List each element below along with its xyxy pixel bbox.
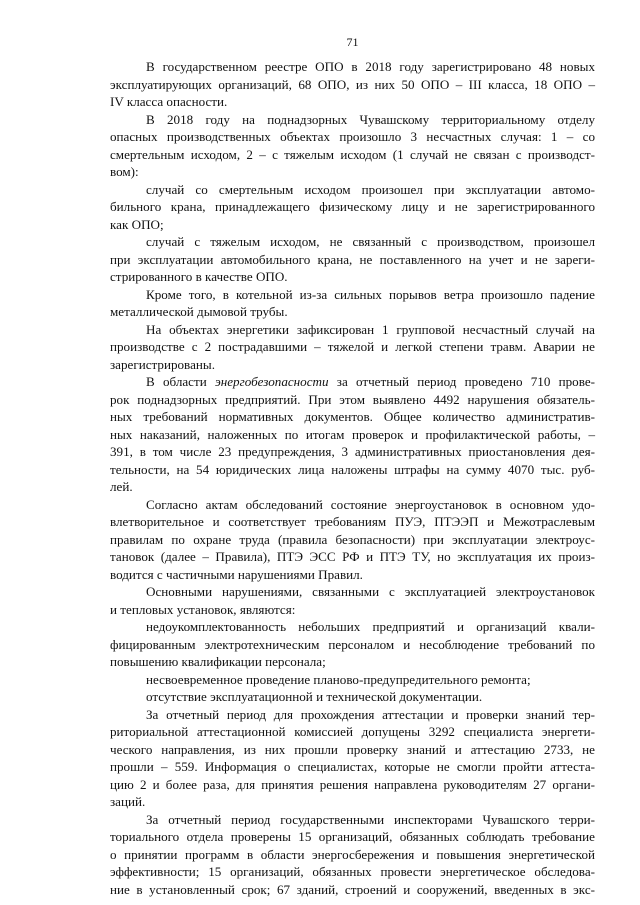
text-line: За отчетный период для прохождения аттестации и проверки знаний тер-: [146, 706, 595, 722]
text-line: В государственном реестре ОПО в 2018 году зарегистрировано 48 новых: [146, 59, 595, 74]
page-number: 71: [346, 35, 359, 49]
text-line: металлической дымовой трубы.: [110, 304, 288, 319]
text-fragment: за отчетный период проведено 710 прове-: [328, 374, 595, 389]
text-line: Основными нарушениями, связанными с эксплуатацией электроустановок: [146, 584, 595, 599]
text-line: эксплуатирующих организаций, 68 ОПО, из них 50 ОПО – III класса, 18 ОПО –: [110, 76, 595, 92]
text-line: стрированного в качестве ОПО.: [110, 269, 288, 284]
text-line: IV класса опасности.: [110, 94, 228, 109]
text-line: эффективности; 15 организаций, обязанных провести энергетическое обследова-: [110, 864, 595, 879]
document-page: [110, 34, 595, 898]
text-line: вом):: [110, 164, 139, 179]
text-line: зарегистрированы.: [110, 356, 215, 372]
text-line: отсутствие эксплуатационной и технической документации.: [146, 689, 483, 704]
text-line: За отчетный период государственными инспекторами Чувашского терри-: [146, 811, 595, 827]
text-line: Кроме того, в котельной из-за сильных порывов ветра произошло падение: [146, 286, 595, 302]
text-line: лей.: [110, 479, 133, 494]
text-line: В 2018 году на поднадзорных Чувашскому территориальному отделу: [146, 111, 595, 127]
text-line: ние в установленный срок; 67 зданий, строений и сооружений, введенных в экс-: [110, 881, 595, 897]
text-line: и тепловых установок, являются:: [110, 601, 296, 617]
text-line: случай со смертельным исходом произошел при эксплуатации автомо-: [146, 181, 595, 197]
text-line: тельности, на 54 юридических лица наложены штрафы на сумму 4070 тыс. руб-: [110, 461, 595, 477]
document-body: [110, 58, 595, 898]
text-line: ческого направления, из них прошли проверку знаний и аттестацию 2733, не: [110, 741, 595, 757]
text-fragment: В области: [146, 374, 215, 389]
text-line: опасных производственных объектах произошло 3 несчастных случая: 1 – со: [110, 129, 595, 144]
text-line: производстве с 2 пострадавшими – тяжелой и легкой степени травм. Аварии не: [110, 339, 595, 354]
text-line: ных наказаний, наложенных по итогам проверок и профилактической работы, –: [110, 426, 595, 442]
text-line: несвоевременное проведение планово-предупредительного ремонта;: [146, 671, 531, 687]
text-line: заций.: [110, 794, 146, 809]
text-line: На объектах энергетики зафиксирован 1 групповой несчастный случай на: [146, 321, 595, 337]
text-line: ториального отдела проверены 15 организаций, обязанных соблюдать требование: [110, 829, 595, 844]
text-line: водится с частичными нарушениями Правил.: [110, 566, 363, 582]
text-line: случай с тяжелым исходом, не связанный с производством, произошел: [146, 234, 595, 249]
text-line: ных требований нормативных документов. Общее количество административ-: [110, 409, 595, 424]
text-line: бильного крана, принадлежащего физическому лицу и не зарегистрированного: [110, 199, 595, 214]
text-line: рок поднадзорных предприятий. При этом выявлено 4492 нарушения обязатель-: [110, 391, 595, 407]
text-line: недоукомплектованность небольших предприятий и организаций квали-: [146, 619, 595, 634]
text-line: цию 2 и более раза, для принятия решения направлена руководителям 27 органи-: [110, 776, 595, 792]
italic-term: энергобезопасности: [214, 374, 329, 389]
text-line: прошли – 559. Информация о специалистах, которые не смогли пройти аттеста-: [110, 759, 595, 774]
text-line: повышению квалификации персонала;: [110, 654, 326, 669]
text-line: правилам по охране труда (правила безопасности) при эксплуатации электроус-: [110, 531, 595, 547]
text-line: влетворительное и соответствует требованиям ПУЭ, ПТЭЭП и Межотраслевым: [110, 514, 595, 529]
text-line: смертельным исходом, 2 – с тяжелым исходом (1 случай не связан с производст-: [110, 146, 595, 162]
text-line: Согласно актам обследований состояние энергоустановок в основном удо-: [146, 496, 595, 512]
text-line: [110, 373, 595, 391]
text-line: риториальной аттестационной комиссией допущены 3292 специалиста энергети-: [110, 724, 595, 739]
text-line: как ОПО;: [110, 216, 164, 232]
text-line: о принятии программ в области энергосбережения и повышения энергетической: [110, 846, 595, 862]
text-line: фицированным электротехническим персоналом и несоблюдение требований по: [110, 636, 595, 652]
text-line: тановок (далее – Правила), ПТЭ ЭСС РФ и ПТЭ ТУ, но эксплуатация их произ-: [110, 549, 595, 564]
text-line: 391, в том числе 23 предупреждения, 3 административных приостановления дея-: [110, 444, 595, 459]
text-line: при эксплуатации автомобильного крана, не поставленного на учет и не зареги-: [110, 251, 595, 267]
